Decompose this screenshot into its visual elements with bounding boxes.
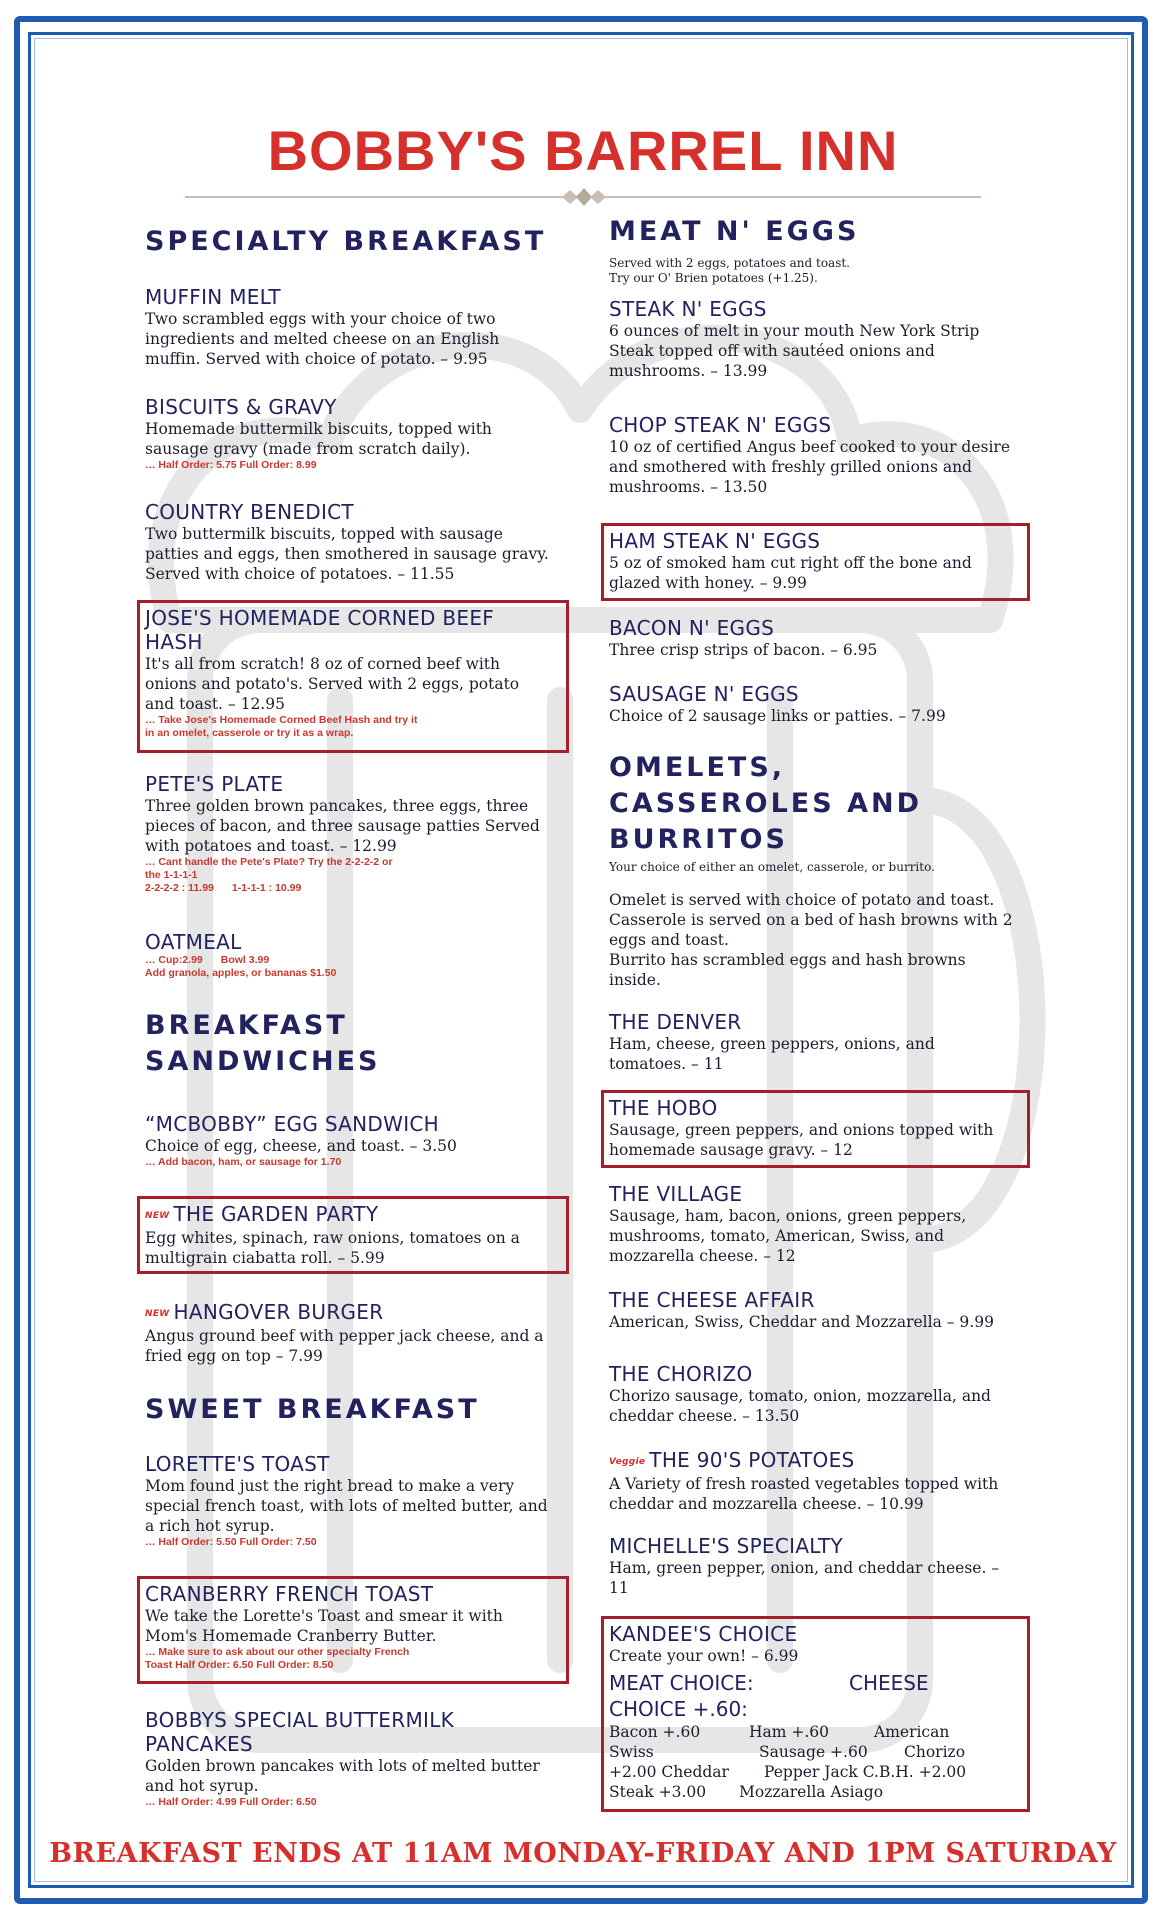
kandee-row [609, 1782, 1019, 1802]
item-name: KANDEE'S CHOICE [609, 1622, 798, 1646]
item-note-prices [145, 954, 545, 967]
menu-item-steak-eggs [609, 297, 1014, 381]
item-note: in an omelet, casserole or try it as a wrap. [145, 727, 354, 739]
item-name: “MCBOBBY” EGG SANDWICH [145, 1112, 440, 1136]
menu-item-hobo [609, 1096, 1014, 1160]
option: +2.00 Cheddar [609, 1763, 729, 1781]
menu-item-90s-potatoes [609, 1448, 1029, 1514]
item-note: … Half Order: 5.50 Full Order: 7.50 [145, 1536, 317, 1548]
item-name-text: HANGOVER BURGER [173, 1300, 384, 1324]
item-description: A Variety of fresh roasted vegetables topped with cheddar and mozzarella cheese. – 10.99 [609, 1474, 999, 1513]
section-subnote-meat: Served with 2 eggs, potatoes and toast. Try our O' Brien potatoes (+1.25). [609, 256, 850, 285]
section-heading-sandwiches: BREAKFAST SANDWICHES [145, 1010, 381, 1077]
item-note: Add granola, apples, or bananas $1.50 [145, 967, 337, 979]
menu-item-buttermilk-pancakes [145, 1708, 545, 1809]
menu-item-michelles-specialty [609, 1534, 1014, 1598]
section-heading-specialty: SPECIALTY BREAKFAST [145, 226, 547, 257]
item-description: Two scrambled eggs with your choice of two ingredients and melted cheese on an English muffin. Served with choice of potato. – 9.95 [145, 310, 500, 368]
item-description: Create your own! – 6.99 [609, 1647, 799, 1665]
menu-item-lorettes-toast [145, 1452, 555, 1549]
item-description: It's all from scratch! 8 oz of corned beef with onions and potato's. Served with 2 eggs, potato and toast. – 12.95 [145, 655, 520, 713]
item-description: Egg whites, spinach, raw onions, tomatoes on a multigrain ciabatta roll. – 5.99 [145, 1228, 520, 1267]
item-description: 6 ounces of melt in your mouth New York Strip Steak topped off with sautéed onions and mushrooms. – 13.99 [609, 322, 980, 380]
item-description: Choice of 2 sausage links or patties. – 7.99 [609, 707, 946, 725]
item-note: the 1-1-1-1 [145, 869, 198, 881]
section-heading-sweet: SWEET BREAKFAST [145, 1394, 480, 1425]
item-name: BISCUITS & GRAVY [145, 395, 337, 419]
menu-item-mcbobby [145, 1112, 545, 1169]
item-description: Three crisp strips of bacon. – 6.95 [609, 641, 878, 659]
item-name: CRANBERRY FRENCH TOAST [145, 1582, 434, 1606]
menu-item-biscuits-gravy [145, 395, 545, 472]
item-name: PETE'S PLATE [145, 772, 284, 796]
option: Steak +3.00 [609, 1783, 707, 1801]
item-note: … Half Order: 5.75 Full Order: 8.99 [145, 459, 317, 471]
menu-item-kandees-choice [609, 1622, 1019, 1802]
price-bowl: Bowl 3.99 [220, 954, 270, 966]
item-note-prices [145, 882, 545, 895]
item-name: OATMEAL [145, 930, 242, 954]
item-note: … Add bacon, ham, or sausage for 1.70 [145, 1156, 342, 1168]
item-name: MUFFIN MELT [145, 285, 281, 309]
item-name: BACON N' EGGS [609, 616, 775, 640]
new-badge: NEW [145, 1210, 170, 1221]
menu-item-cranberry-toast [145, 1582, 545, 1672]
price-cup: … Cup:2.99 [145, 954, 203, 966]
item-name: BOBBYS SPECIAL BUTTERMILK PANCAKES [145, 1708, 455, 1756]
new-badge: NEW [145, 1308, 170, 1319]
item-name: THE CHEESE AFFAIR [609, 1288, 815, 1312]
item-description: Two buttermilk biscuits, topped with sausage patties and eggs, then smothered in sausage gravy. Served with choice of potatoes. – 11.55 [145, 525, 549, 583]
section-intro-omelets: Omelet is served with choice of potato and toast. Casserole is served on a bed of hash browns with 2 eggs and toast. Burrito has scrambled eggs and hash browns inside. [609, 891, 1013, 989]
kandee-row [609, 1742, 1019, 1762]
restaurant-title: BOBBY'S BARREL INN [267, 119, 899, 182]
menu-item-muffin-melt [145, 285, 545, 369]
item-description: Chorizo sausage, tomato, onion, mozzarella, and cheddar cheese. – 13.50 [609, 1387, 991, 1425]
menu-item-hangover-burger [145, 1300, 555, 1366]
item-description: Angus ground beef with pepper jack cheese, and a fried egg on top – 7.99 [145, 1326, 544, 1365]
item-name [609, 1448, 1029, 1474]
item-description: Sausage, ham, bacon, onions, green peppers, mushrooms, tomato, American, Swiss, and mozzarella cheese. – 12 [609, 1207, 967, 1265]
meat-choice-heading: MEAT CHOICE: [609, 1671, 754, 1695]
item-description: American, Swiss, Cheddar and Mozzarella – 9.99 [609, 1313, 994, 1331]
menu-item-denver [609, 1010, 1014, 1074]
section-heading-meat-eggs: MEAT N' EGGS [609, 216, 860, 247]
choice-price-heading: CHOICE +.60: [609, 1697, 748, 1721]
menu-item-cheese-affair [609, 1288, 1029, 1332]
option: Mozzarella Asiago [739, 1783, 884, 1801]
menu-item-petes-plate [145, 772, 545, 895]
item-description: Ham, cheese, green peppers, onions, and tomatoes. – 11 [609, 1035, 935, 1073]
option: Bacon +.60 [609, 1723, 701, 1741]
item-description: 10 oz of certified Angus beef cooked to your desire and smothered with freshly grilled onions and mushrooms. – 13.50 [609, 438, 1011, 496]
item-name: COUNTRY BENEDICT [145, 500, 354, 524]
item-description: Sausage, green peppers, and onions topped with homemade sausage gravy. – 12 [609, 1121, 994, 1159]
menu-item-garden-party [145, 1202, 555, 1268]
item-name: CHOP STEAK N' EGGS [609, 413, 832, 437]
item-name [145, 1202, 555, 1228]
item-description: Ham, green pepper, onion, and cheddar cheese. – 11 [609, 1559, 1000, 1597]
item-description: Choice of egg, cheese, and toast. – 3.50 [145, 1137, 457, 1155]
menu-item-chorizo [609, 1362, 1014, 1426]
cheese-heading: CHEESE [849, 1671, 929, 1695]
menu-item-chop-steak-eggs [609, 413, 1014, 497]
item-name: MICHELLE'S SPECIALTY [609, 1534, 844, 1558]
option: American [874, 1723, 950, 1741]
item-name-text: THE GARDEN PARTY [173, 1202, 379, 1226]
veggie-badge: Veggie [609, 1456, 646, 1467]
item-description: We take the Lorette's Toast and smear it with Mom's Homemade Cranberry Butter. [145, 1607, 503, 1645]
breakfast-hours-footer: BREAKFAST ENDS AT 11AM MONDAY-FRIDAY AND 1PM SATURDAY [49, 1838, 1117, 1869]
kandee-choice-heads [609, 1670, 1019, 1696]
item-name: HAM STEAK N' EGGS [609, 529, 821, 553]
item-description: Golden brown pancakes with lots of melted butter and hot syrup. [145, 1757, 540, 1795]
option: Ham +.60 [749, 1723, 830, 1741]
option: Sausage +.60 [759, 1743, 868, 1761]
section-subnote-omelets: Your choice of either an omelet, casserole, or burrito. [609, 860, 935, 874]
item-name-text: THE 90'S POTATOES [649, 1448, 855, 1472]
item-name: SAUSAGE N' EGGS [609, 682, 799, 706]
item-name: LORETTE'S TOAST [145, 1452, 330, 1476]
item-description: Mom found just the right bread to make a very special french toast, with lots of melted butter, and a rich hot syrup. [145, 1477, 548, 1535]
item-name: THE VILLAGE [609, 1182, 743, 1206]
section-heading-omelets: OMELETS, CASSEROLES AND BURRITOS [609, 752, 922, 855]
item-name: THE CHORIZO [609, 1362, 753, 1386]
item-note: … Cant handle the Pete's Plate? Try the 2-2-2-2 or [145, 856, 393, 868]
kandee-row [609, 1722, 1019, 1742]
menu-item-bacon-eggs [609, 616, 1014, 660]
price-1111: 1-1-1-1 : 10.99 [231, 882, 302, 894]
kandee-row [609, 1762, 1019, 1782]
item-description: Three golden brown pancakes, three eggs, three pieces of bacon, and three sausage patties Served with potatoes and toast. – 12.99 [145, 797, 540, 855]
item-name [145, 1300, 555, 1326]
menu-item-sausage-eggs [609, 682, 1014, 726]
menu-item-village [609, 1182, 1014, 1266]
option: Pepper Jack C.B.H. +2.00 [764, 1763, 967, 1781]
option: Chorizo [904, 1743, 966, 1761]
item-name: JOSE'S HOMEMADE CORNED BEEF HASH [145, 606, 495, 654]
kandee-options-grid [609, 1722, 1019, 1802]
menu-item-corned-beef-hash [145, 606, 545, 740]
item-description: Homemade buttermilk biscuits, topped with sausage gravy (made from scratch daily). [145, 420, 492, 458]
item-description: 5 oz of smoked ham cut right off the bone and glazed with honey. – 9.99 [609, 554, 972, 592]
item-note: … Half Order: 4.99 Full Order: 6.50 [145, 1796, 317, 1808]
item-note: … Make sure to ask about our other specialty French [145, 1646, 410, 1658]
divider-ornament [552, 186, 616, 208]
option: Swiss [609, 1743, 654, 1761]
item-note: Toast Half Order: 6.50 Full Order: 8.50 [145, 1659, 334, 1671]
item-name: THE HOBO [609, 1096, 718, 1120]
menu-item-ham-steak-eggs [609, 529, 1014, 593]
item-note: … Take Jose's Homemade Corned Beef Hash and try it [145, 714, 418, 726]
item-name: THE DENVER [609, 1010, 742, 1034]
menu-item-oatmeal [145, 930, 545, 980]
menu-item-country-benedict [145, 500, 555, 584]
item-name: STEAK N' EGGS [609, 297, 767, 321]
price-2222: 2-2-2-2 : 11.99 [145, 882, 214, 894]
